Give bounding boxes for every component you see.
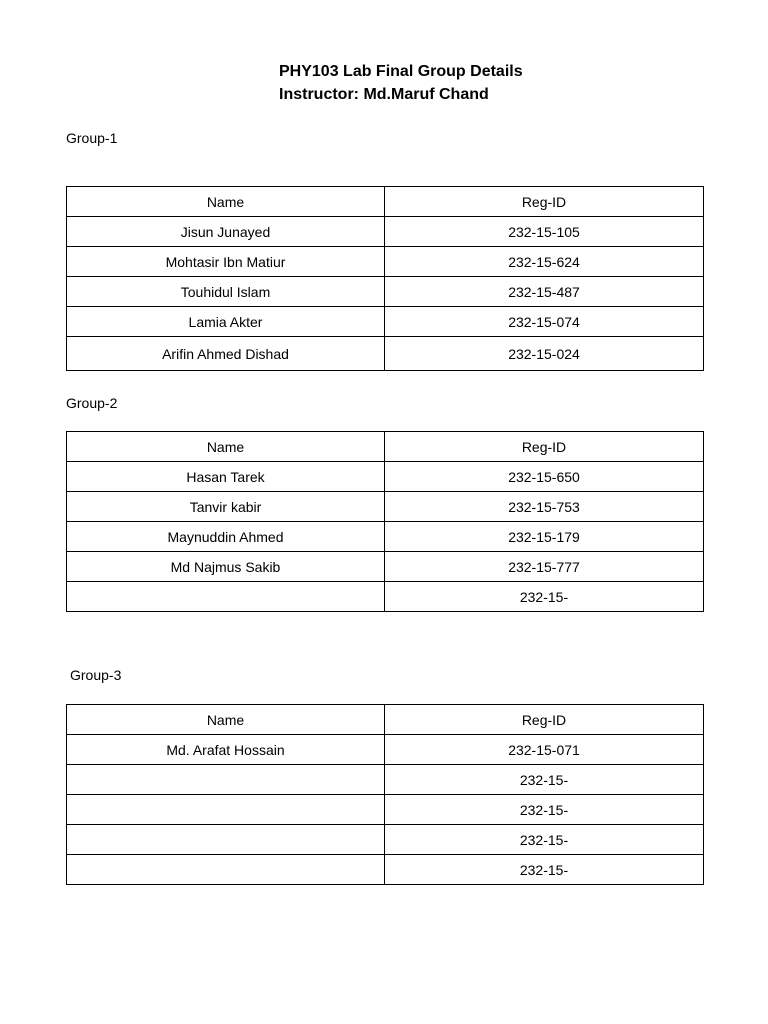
table-row	[67, 277, 704, 307]
reg-id-column-header: Reg-ID	[385, 432, 704, 462]
table-header-row	[67, 705, 704, 735]
instructor-line: Instructor: Md.Maruf Chand	[279, 86, 489, 103]
table-row	[67, 582, 704, 612]
member-reg-id: 232-15-105	[385, 217, 704, 247]
reg-id-column-header: Reg-ID	[385, 705, 704, 735]
document-title: PHY103 Lab Final Group Details	[279, 63, 523, 80]
name-column-header: Name	[67, 187, 385, 217]
member-name	[67, 795, 385, 825]
member-name: Tanvir kabir	[67, 492, 385, 522]
group-1-heading: Group-1	[66, 130, 118, 146]
table-row	[67, 765, 704, 795]
table-row	[67, 552, 704, 582]
table-row	[67, 337, 704, 371]
group-1-table	[66, 186, 704, 371]
member-reg-id: 232-15-074	[385, 307, 704, 337]
member-name: Touhidul Islam	[67, 277, 385, 307]
table-row	[67, 492, 704, 522]
reg-id-column-header: Reg-ID	[385, 187, 704, 217]
member-name	[67, 855, 385, 885]
table-row	[67, 462, 704, 492]
member-reg-id: 232-15-753	[385, 492, 704, 522]
table-row	[67, 795, 704, 825]
member-reg-id: 232-15-650	[385, 462, 704, 492]
member-name: Lamia Akter	[67, 307, 385, 337]
member-name	[67, 765, 385, 795]
member-name	[67, 582, 385, 612]
member-name: Jisun Junayed	[67, 217, 385, 247]
table-header-row	[67, 187, 704, 217]
member-reg-id: 232-15-624	[385, 247, 704, 277]
member-reg-id: 232-15-487	[385, 277, 704, 307]
group-2-heading: Group-2	[66, 395, 118, 411]
member-reg-id: 232-15-	[385, 582, 704, 612]
member-reg-id: 232-15-	[385, 825, 704, 855]
member-name	[67, 825, 385, 855]
table-row	[67, 522, 704, 552]
group-3-table	[66, 704, 704, 885]
member-name: Md. Arafat Hossain	[67, 735, 385, 765]
member-reg-id: 232-15-071	[385, 735, 704, 765]
member-reg-id: 232-15-	[385, 765, 704, 795]
member-reg-id: 232-15-	[385, 855, 704, 885]
table-header-row	[67, 432, 704, 462]
table-row	[67, 825, 704, 855]
name-column-header: Name	[67, 432, 385, 462]
table-row	[67, 735, 704, 765]
table-row	[67, 217, 704, 247]
member-name: Arifin Ahmed Dishad	[67, 337, 385, 371]
member-reg-id: 232-15-777	[385, 552, 704, 582]
table-row	[67, 307, 704, 337]
member-reg-id: 232-15-179	[385, 522, 704, 552]
member-reg-id: 232-15-	[385, 795, 704, 825]
name-column-header: Name	[67, 705, 385, 735]
table-row	[67, 855, 704, 885]
member-reg-id: 232-15-024	[385, 337, 704, 371]
member-name: Mohtasir Ibn Matiur	[67, 247, 385, 277]
group-3-heading: Group-3	[70, 667, 122, 683]
table-row	[67, 247, 704, 277]
group-2-table	[66, 431, 704, 612]
member-name: Hasan Tarek	[67, 462, 385, 492]
member-name: Maynuddin Ahmed	[67, 522, 385, 552]
member-name: Md Najmus Sakib	[67, 552, 385, 582]
